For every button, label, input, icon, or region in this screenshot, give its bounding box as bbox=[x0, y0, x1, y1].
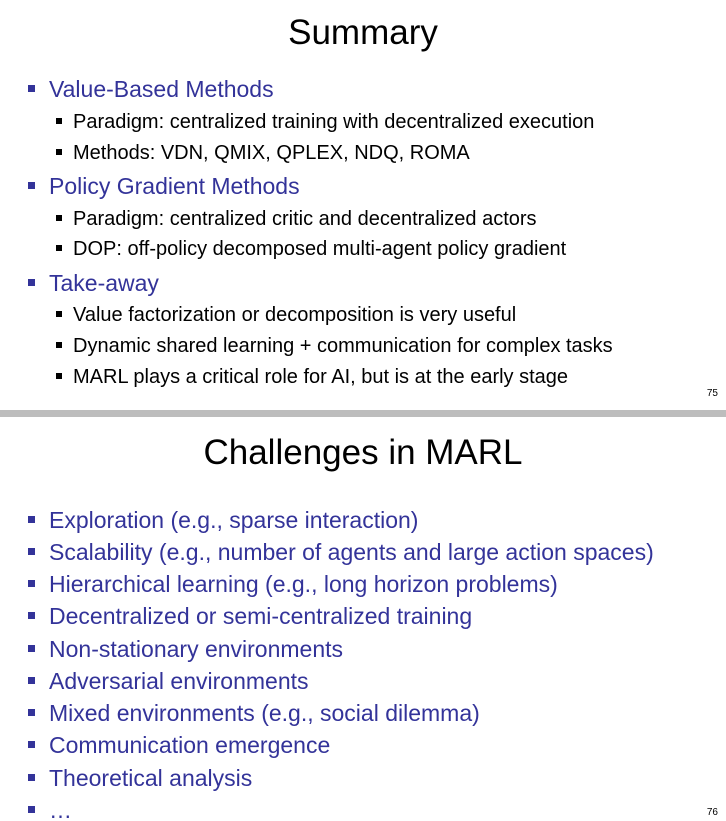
list-item-text: Decentralized or semi-centralized training bbox=[49, 603, 473, 629]
list-item-text: Adversarial environments bbox=[49, 668, 309, 694]
list-item bbox=[28, 635, 343, 663]
slide-challenges bbox=[0, 417, 726, 821]
square-bullet-icon bbox=[28, 279, 35, 286]
square-bullet-icon bbox=[56, 118, 62, 124]
page-number: 76 bbox=[706, 807, 718, 818]
list-item-text: … bbox=[49, 797, 72, 821]
list-item bbox=[28, 506, 418, 534]
list-item-text: Scalability (e.g., number of agents and large action spaces) bbox=[49, 539, 654, 565]
list-item bbox=[56, 110, 594, 134]
square-bullet-icon bbox=[56, 215, 62, 221]
square-bullet-icon bbox=[56, 245, 62, 251]
list-item bbox=[56, 365, 568, 389]
section-heading: Take-away bbox=[49, 270, 159, 296]
list-item bbox=[56, 303, 516, 327]
list-item bbox=[28, 570, 558, 598]
list-item-text: Non-stationary environments bbox=[49, 636, 344, 662]
list-item bbox=[28, 699, 480, 727]
section-heading: Policy Gradient Methods bbox=[49, 173, 300, 199]
square-bullet-icon bbox=[28, 677, 35, 684]
square-bullet-icon bbox=[56, 342, 62, 348]
slide-title: Challenges in MARL bbox=[203, 433, 523, 472]
list-item bbox=[28, 538, 654, 566]
list-item bbox=[56, 207, 537, 231]
list-item-text: Communication emergence bbox=[49, 732, 331, 758]
square-bullet-icon bbox=[56, 373, 62, 379]
slide-summary bbox=[0, 0, 726, 410]
list-item-text: Paradigm: centralized training with decentralized execution bbox=[73, 111, 595, 133]
list-item-text: Paradigm: centralized critic and decentralized actors bbox=[73, 208, 537, 230]
square-bullet-icon bbox=[28, 806, 35, 813]
list-item-text: Mixed environments (e.g., social dilemma) bbox=[49, 700, 480, 726]
square-bullet-icon bbox=[28, 741, 35, 748]
slide-divider bbox=[0, 410, 726, 417]
square-bullet-icon bbox=[28, 85, 35, 92]
square-bullet-icon bbox=[28, 580, 35, 587]
list-item-text: Theoretical analysis bbox=[49, 765, 253, 791]
square-bullet-icon bbox=[28, 612, 35, 619]
square-bullet-icon bbox=[56, 311, 62, 317]
list-item-text: Dynamic shared learning + communication for complex tasks bbox=[73, 335, 613, 357]
square-bullet-icon bbox=[28, 516, 35, 523]
list-item bbox=[28, 667, 309, 695]
slide-title: Summary bbox=[288, 13, 438, 52]
list-item bbox=[28, 796, 72, 821]
page-number: 75 bbox=[706, 388, 718, 399]
square-bullet-icon bbox=[56, 149, 62, 155]
list-item bbox=[28, 731, 330, 759]
list-item-text: Exploration (e.g., sparse interaction) bbox=[49, 507, 419, 533]
list-item-text: DOP: off-policy decomposed multi-agent policy gradient bbox=[73, 238, 567, 260]
square-bullet-icon bbox=[28, 774, 35, 781]
square-bullet-icon bbox=[28, 645, 35, 652]
square-bullet-icon bbox=[28, 709, 35, 716]
list-item-text: Value factorization or decomposition is very useful bbox=[73, 304, 517, 326]
section-take-away bbox=[28, 269, 159, 297]
list-item bbox=[28, 764, 252, 792]
list-item bbox=[56, 141, 470, 165]
list-item-text: Methods: VDN, QMIX, QPLEX, NDQ, ROMA bbox=[73, 142, 470, 164]
square-bullet-icon bbox=[28, 548, 35, 555]
square-bullet-icon bbox=[28, 182, 35, 189]
section-heading: Value-Based Methods bbox=[49, 76, 274, 102]
list-item bbox=[28, 602, 472, 630]
list-item bbox=[56, 237, 566, 261]
section-value-based bbox=[28, 75, 274, 103]
list-item-text: MARL plays a critical role for AI, but is at the early stage bbox=[73, 366, 569, 388]
list-item bbox=[56, 334, 613, 358]
section-policy-gradient bbox=[28, 172, 300, 200]
list-item-text: Hierarchical learning (e.g., long horizon problems) bbox=[49, 571, 558, 597]
